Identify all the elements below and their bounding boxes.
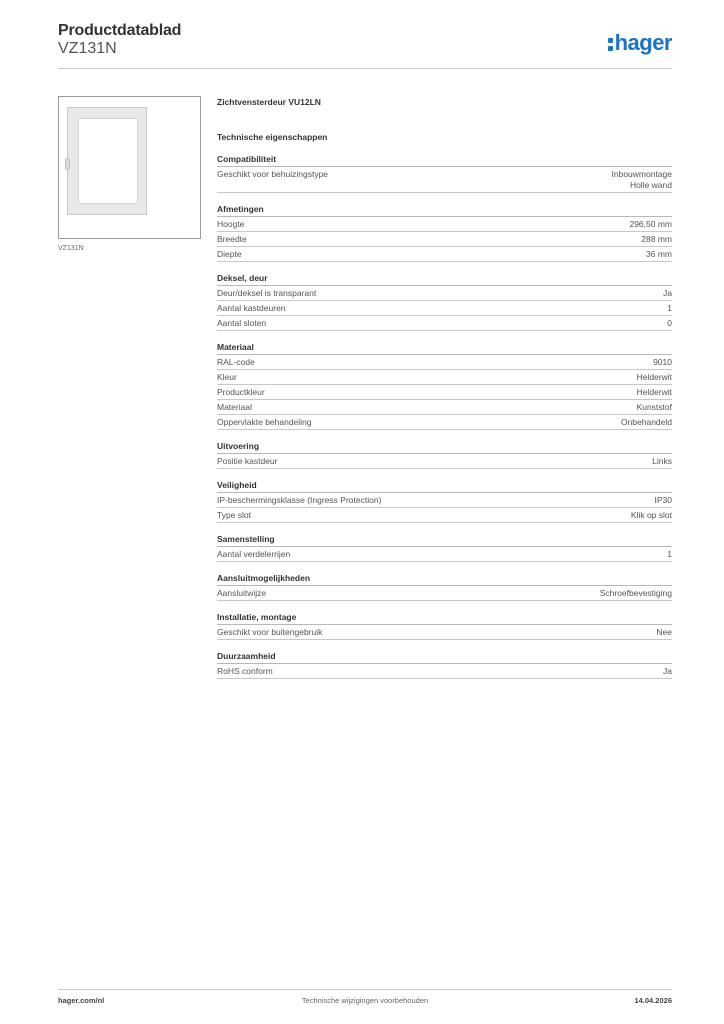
spec-section — [217, 650, 672, 679]
spec-value: Onbehandeld — [620, 417, 672, 427]
section-heading: Materiaal — [217, 341, 672, 355]
spec-row — [217, 454, 672, 469]
spec-row — [217, 586, 672, 601]
spec-value: 296,50 mm — [629, 219, 672, 229]
spec-value: IP30 — [654, 495, 672, 505]
footer-date: 14.04.2026 — [634, 996, 672, 1005]
spec-value: Schroefbevestiging — [599, 588, 672, 598]
spec-label: Deur/deksel is transparant — [217, 288, 317, 298]
spec-label: Breedte — [217, 234, 247, 244]
spec-label: Aansluitwijze — [217, 588, 267, 598]
spec-row — [217, 370, 672, 385]
spec-row — [217, 664, 672, 679]
spec-label: RoHS conform — [217, 666, 273, 676]
spec-section — [217, 533, 672, 562]
spec-row — [217, 301, 672, 316]
spec-label: Positie kastdeur — [217, 456, 278, 466]
section-heading: Deksel, deur — [217, 272, 672, 286]
spec-value: Inbouwmontage Holle wand — [611, 169, 672, 190]
spec-label: Geschikt voor behuizingstype — [217, 169, 329, 179]
spec-section — [217, 440, 672, 469]
spec-row — [217, 286, 672, 301]
logo-dots-icon — [608, 36, 614, 50]
door-illustration — [67, 107, 147, 215]
section-heading: Aansluitmogelijkheden — [217, 572, 672, 586]
spec-row — [217, 232, 672, 247]
logo-wordmark: hager — [614, 30, 672, 55]
technical-properties-title: Technische eigenschappen — [217, 132, 328, 142]
spec-content — [217, 96, 672, 679]
door-window — [78, 118, 138, 204]
spec-value: Klik op slot — [630, 510, 672, 520]
spec-value: Nee — [656, 627, 672, 637]
spec-row — [217, 547, 672, 562]
page-header — [58, 22, 672, 70]
spec-section — [217, 203, 672, 262]
spec-value: Ja — [663, 666, 672, 676]
spec-label: Geschikt voor buitengebruik — [217, 627, 323, 637]
spec-label: Diepte — [217, 249, 242, 259]
spec-row — [217, 167, 672, 193]
spec-label: Aantal sloten — [217, 318, 267, 328]
spec-label: RAL-code — [217, 357, 255, 367]
spec-row — [217, 316, 672, 331]
spec-value: Kunststof — [636, 402, 672, 412]
spec-section — [217, 341, 672, 430]
product-name: Zichtvensterdeur VU12LN — [217, 97, 321, 107]
spec-label: Aantal kastdeuren — [217, 303, 286, 313]
spec-row — [217, 493, 672, 508]
spec-label: Productkleur — [217, 387, 265, 397]
spec-value: 36 mm — [646, 249, 672, 259]
spec-value: 1 — [667, 303, 672, 313]
spec-row — [217, 355, 672, 370]
footer-notice: Technische wijzigingen voorbehouden — [301, 996, 429, 1005]
spec-row — [217, 508, 672, 523]
section-heading: Veiligheid — [217, 479, 672, 493]
spec-row — [217, 247, 672, 262]
spec-row — [217, 385, 672, 400]
spec-value: 9010 — [653, 357, 672, 367]
header-divider — [58, 68, 672, 69]
spec-value: Links — [652, 456, 672, 466]
product-image-caption: VZ131N — [58, 245, 84, 252]
spec-section — [217, 272, 672, 331]
spec-section — [217, 153, 672, 193]
product-image — [58, 96, 201, 239]
spec-label: Type slot — [217, 510, 252, 520]
spec-section — [217, 611, 672, 640]
spec-section — [217, 572, 672, 601]
spec-label: Hoogte — [217, 219, 245, 229]
spec-section — [217, 479, 672, 523]
spec-sections — [217, 153, 672, 679]
spec-value: Ja — [663, 288, 672, 298]
hager-logo — [608, 30, 672, 56]
spec-row — [217, 625, 672, 640]
door-latch — [65, 158, 70, 170]
spec-value: Helderwit — [636, 372, 672, 382]
spec-label: Aantal verdelerrijen — [217, 549, 291, 559]
section-heading: Compatibiliteit — [217, 153, 672, 167]
section-heading: Duurzaamheid — [217, 650, 672, 664]
page-footer — [58, 996, 672, 1008]
footer-divider — [58, 989, 672, 990]
spec-label: Materiaal — [217, 402, 252, 412]
product-code: VZ131N — [58, 40, 117, 57]
spec-row — [217, 415, 672, 430]
spec-value: 1 — [667, 549, 672, 559]
section-heading: Uitvoering — [217, 440, 672, 454]
footer-website[interactable]: hager.com/nl — [58, 996, 105, 1005]
document-title: Productdatablad — [58, 22, 182, 39]
section-heading: Installatie, montage — [217, 611, 672, 625]
spec-row — [217, 400, 672, 415]
spec-label: Oppervlakte behandeling — [217, 417, 312, 427]
section-heading: Afmetingen — [217, 203, 672, 217]
spec-label: IP-beschermingsklasse (Ingress Protection) — [217, 495, 382, 505]
spec-row — [217, 217, 672, 232]
spec-label: Kleur — [217, 372, 237, 382]
spec-value: Helderwit — [636, 387, 672, 397]
section-heading: Samenstelling — [217, 533, 672, 547]
spec-value: 0 — [667, 318, 672, 328]
spec-value: 288 mm — [641, 234, 672, 244]
